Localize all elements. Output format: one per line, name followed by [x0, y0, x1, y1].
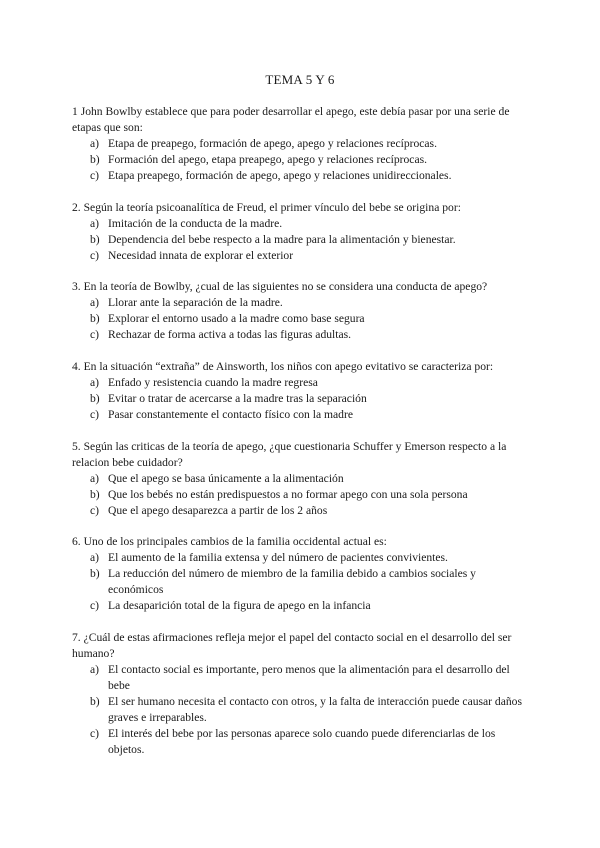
option-text: Necesidad innata de explorar el exterior [108, 249, 294, 262]
option-a [72, 295, 532, 311]
option-letter: a) [90, 472, 100, 485]
option-letter: a) [90, 551, 100, 564]
question-3 [72, 279, 532, 343]
question-stem: 2. Según la teoría psicoanalítica de Freud, el primer vínculo del bebe se origina por: [72, 201, 461, 214]
option-letter: c) [90, 249, 100, 262]
option-list [72, 662, 532, 758]
option-text: Imitación de la conducta de la madre. [108, 217, 283, 230]
option-text: Que los bebés no están predispuestos a no formar apego con una sola persona [108, 488, 468, 501]
option-a [72, 216, 532, 232]
option-letter: a) [90, 137, 100, 150]
option-c [72, 168, 532, 184]
question-stem: 4. En la situación “extraña” de Ainsworth, los niños con apego evitativo se caracteriza por: [72, 360, 494, 373]
question-6 [72, 534, 532, 614]
option-b [72, 566, 532, 598]
question-2 [72, 200, 532, 264]
option-letter: b) [90, 695, 100, 708]
question-stem: 7. ¿Cuál de estas afirmaciones refleja mejor el papel del contacto social en el desarrollo del ser humano? [72, 631, 512, 660]
question-5 [72, 439, 532, 519]
option-text: El ser humano necesita el contacto con otros, y la falta de interacción puede causar daños graves e irreparables. [108, 695, 522, 724]
option-c [72, 726, 532, 758]
option-letter: c) [90, 599, 100, 612]
option-text: Que el apego se basa únicamente a la alimentación [108, 472, 344, 485]
option-letter: b) [90, 488, 100, 501]
option-c [72, 407, 532, 423]
option-a [72, 375, 532, 391]
document-title: TEMA 5 Y 6 [265, 72, 335, 87]
question-7 [72, 630, 532, 758]
option-text: Llorar ante la separación de la madre. [108, 296, 283, 309]
option-letter: c) [90, 328, 100, 341]
option-a [72, 662, 532, 694]
option-text: Pasar constantemente el contacto físico con la madre [108, 408, 353, 421]
option-letter: a) [90, 296, 100, 309]
option-a [72, 471, 532, 487]
option-text: Que el apego desaparezca a partir de los 2 años [108, 504, 328, 517]
option-text: El interés del bebe por las personas aparece solo cuando puede diferenciarlas de los objetos. [108, 727, 496, 756]
option-text: La desaparición total de la figura de apego en la infancia [108, 599, 371, 612]
question-stem: 3. En la teoría de Bowlby, ¿cual de las siguientes no se considera una conducta de apego? [72, 280, 488, 293]
question-1 [72, 104, 532, 184]
option-list [72, 295, 532, 343]
option-b [72, 694, 532, 726]
option-text: Etapa preapego, formación de apego, apego y relaciones unidireccionales. [108, 169, 452, 182]
option-text: Rechazar de forma activa a todas las figuras adultas. [108, 328, 352, 341]
option-text: Evitar o tratar de acercarse a la madre tras la separación [108, 392, 367, 405]
question-stem: 1 John Bowlby establece que para poder desarrollar el apego, este debía pasar por una serie de etapas que son: [72, 105, 510, 134]
option-list [72, 136, 532, 184]
option-text: Dependencia del bebe respecto a la madre para la alimentación y bienestar. [108, 233, 456, 246]
option-b [72, 391, 532, 407]
option-letter: a) [90, 663, 100, 676]
option-letter: b) [90, 153, 100, 166]
option-list [72, 375, 532, 423]
option-list [72, 216, 532, 264]
option-letter: b) [90, 392, 100, 405]
option-letter: c) [90, 727, 100, 740]
option-letter: c) [90, 504, 100, 517]
option-text: Enfado y resistencia cuando la madre regresa [108, 376, 318, 389]
option-letter: b) [90, 233, 100, 246]
option-letter: b) [90, 312, 100, 325]
option-text: Etapa de preapego, formación de apego, apego y relaciones recíprocas. [108, 137, 437, 150]
option-letter: a) [90, 217, 100, 230]
option-b [72, 487, 532, 503]
option-b [72, 311, 532, 327]
option-letter: c) [90, 169, 100, 182]
option-text: Formación del apego, etapa preapego, apego y relaciones recíprocas. [108, 153, 428, 166]
option-text: Explorar el entorno usado a la madre como base segura [108, 312, 365, 325]
option-text: El aumento de la familia extensa y del número de pacientes convivientes. [108, 551, 448, 564]
option-c [72, 248, 532, 264]
option-text: El contacto social es importante, pero menos que la alimentación para el desarrollo del bebe [108, 663, 510, 692]
option-c [72, 503, 532, 519]
option-a [72, 550, 532, 566]
option-letter: c) [90, 408, 100, 421]
question-stem: 6. Uno de los principales cambios de la familia occidental actual es: [72, 535, 387, 548]
option-a [72, 136, 532, 152]
option-list [72, 550, 532, 614]
option-b [72, 152, 532, 168]
option-text: La reducción del número de miembro de la familia debido a cambios sociales y económicos [108, 567, 476, 596]
option-letter: b) [90, 567, 100, 580]
option-list [72, 471, 532, 519]
question-4 [72, 359, 532, 423]
option-c [72, 598, 532, 614]
option-c [72, 327, 532, 343]
question-stem: 5. Según las criticas de la teoría de apego, ¿que cuestionaria Schuffer y Emerson respecto a la relacion bebe cuidador? [72, 440, 507, 469]
option-letter: a) [90, 376, 100, 389]
option-b [72, 232, 532, 248]
